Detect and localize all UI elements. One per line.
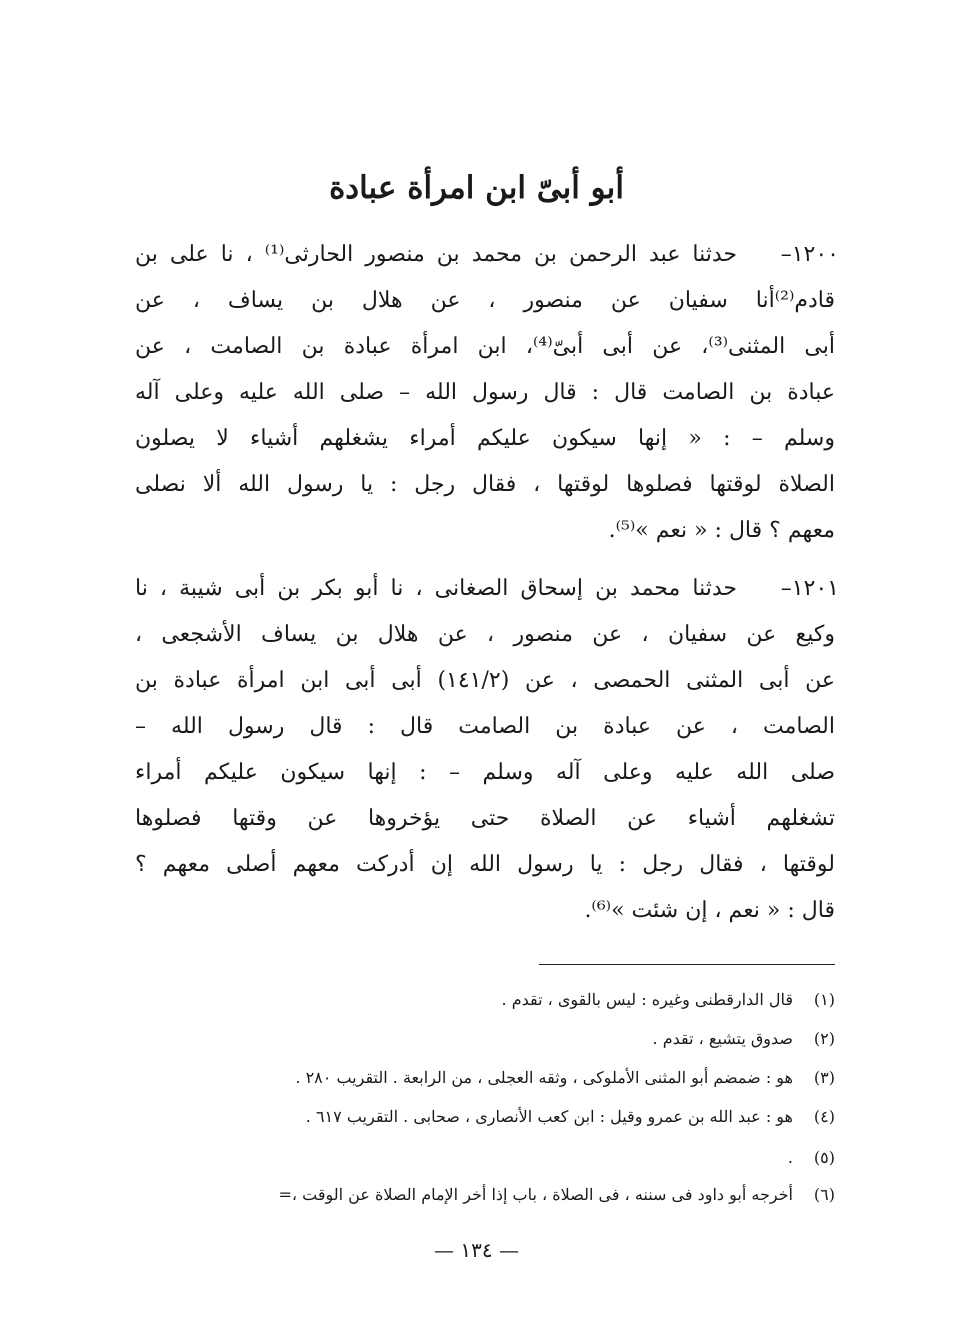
footnote-text: هو : عبد الله بن عمرو وقيل : ابن كعب الأنصارى ، صحابى . التقريب ٦١٧ . bbox=[305, 1107, 793, 1126]
footnote-number: (٤) bbox=[813, 1107, 835, 1126]
footnote-number: (١) bbox=[813, 990, 835, 1009]
footnote-4 bbox=[135, 1102, 835, 1132]
footnote-number: (٢) bbox=[813, 1029, 835, 1048]
hadith-text bbox=[135, 566, 835, 934]
text-line: تشغلهم أشياء عن الصلاة حتى يؤخروها عن وقتها فصلوها bbox=[135, 806, 835, 831]
footnote-text: . bbox=[787, 1148, 793, 1167]
text-line: لوقتها ، فقال رجل : يا رسول الله إن أدركت معهم أصلى معهم ؟ bbox=[135, 852, 835, 877]
footnote-number: (٣) bbox=[813, 1068, 835, 1087]
footnote-text: صدوق يتشيع ، تقدم . bbox=[652, 1029, 793, 1048]
text-line: أبى المثنى⁽³⁾، عن أبى أبىّ⁽⁴⁾، ابن امرأة عبادة بن الصامت ، عن bbox=[135, 334, 835, 359]
hadith-entry-1201 bbox=[135, 566, 839, 934]
text-line: قال : « نعم ، إن شئت »⁽⁶⁾. bbox=[584, 898, 835, 923]
footnote-text: قال الدارقطنى وغيره : ليس بالقوى ، تقدم . bbox=[501, 990, 793, 1009]
text-line: عبادة بن الصامت قال : قال رسول الله – صلى الله عليه وعلى آله bbox=[135, 380, 835, 405]
footnote-number: (٦) bbox=[813, 1185, 835, 1204]
footnote-text: هو : ضمضم أبو المثنى الأملوكى ، وثقه العجلى ، من الرابعة . التقريب ٢٨٠ . bbox=[295, 1068, 793, 1087]
page-number: — ١٣٤ — bbox=[434, 1238, 519, 1262]
hadith-number: ١٢٠١– bbox=[780, 576, 839, 601]
footnote-2 bbox=[135, 1024, 835, 1054]
footnote-text: أخرجه أبو داود فى سننه ، فى الصلاة ، باب إذا أخر الإمام الصلاة عن الوقت ،= bbox=[278, 1185, 793, 1204]
text-line: الصلاة لوقتها فصلوها لوقتها ، فقال رجل : يا رسول الله ألا نصلى bbox=[135, 472, 835, 497]
text-line: عن أبى المثنى الحمصى ، عن (١٤١/٢) أبى أبى ابن امرأة عبادة بن bbox=[135, 668, 835, 693]
text-line: صلى الله عليه وعلى آله وسلم – : إنها سيكون عليكم أمراء bbox=[135, 760, 835, 785]
footnote-3 bbox=[135, 1063, 835, 1093]
footnote-5 bbox=[135, 1143, 835, 1173]
text-line: حدثنا محمد بن إسحاق الصغانى ، نا أبو بكر بن أبى شيبة ، نا bbox=[135, 576, 737, 601]
hadith-text bbox=[135, 232, 835, 554]
footnote-divider bbox=[539, 964, 835, 965]
hadith-entry-1200 bbox=[135, 232, 839, 554]
text-line: معهم ؟ قال : « نعم »⁽⁵⁾. bbox=[608, 518, 835, 543]
text-line: قادم⁽²⁾أنا سفيان عن منصور ، عن هلال بن يساف ، عن bbox=[135, 288, 835, 313]
text-line: الصامت ، عن عبادة بن الصامت قال : قال رسول الله – bbox=[135, 714, 835, 739]
footnote-1 bbox=[135, 985, 835, 1015]
text-line: وكيع عن سفيان ، عن منصور ، عن هلال بن يساف الأشجعى ، bbox=[135, 622, 835, 647]
footnote-6 bbox=[135, 1180, 835, 1210]
text-line: وسلم – : « إنها سيكون عليكم أمراء يشغلهم أشياء لا يصلون bbox=[135, 426, 835, 451]
footnote-number: (٥) bbox=[813, 1148, 835, 1167]
section-title: أبو أبىّ ابن امرأة عبادة bbox=[329, 170, 624, 206]
text-line: حدثنا عبد الرحمن بن محمد بن منصور الحارثى⁽¹⁾ ، نا على بن bbox=[135, 242, 738, 267]
hadith-number: ١٢٠٠– bbox=[780, 242, 839, 267]
